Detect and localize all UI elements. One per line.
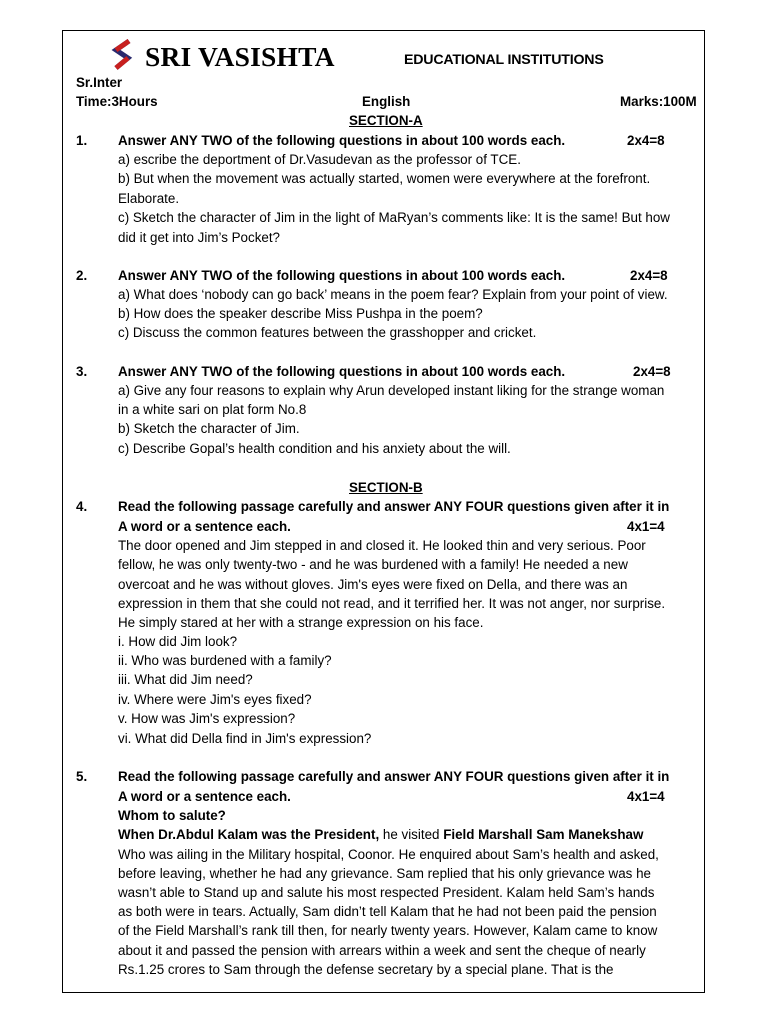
q1-option-b: b) But when the movement was actually started, women were everywhere at the forefront. [118, 171, 651, 186]
q3-option-a: a) Give any four reasons to explain why Arun developed instant liking for the strange woman [118, 383, 665, 398]
q2-option-c: c) Discuss the common features between the grasshopper and cricket. [118, 325, 537, 340]
q5-passage-line [118, 827, 643, 843]
q5-number: 5. [76, 769, 88, 784]
institution-logo-icon [107, 37, 137, 75]
q4-prompt-cont: A word or a sentence each. [118, 519, 291, 534]
q5-passage-line: of the Field Marshall’s rank till then, for nearly twenty years. However, Kalam came to know [118, 923, 658, 938]
q4-passage-line: fellow, he was only twenty-two - and he was burdened with a family! He needed a new [118, 557, 628, 572]
class-label: Sr.Inter [76, 75, 123, 90]
q5-passage-line: wasn’t able to Stand up and salute his most respected President. Kalam held Sam’s hands [118, 885, 655, 900]
q5-plain-phrase: he visited [379, 827, 444, 842]
q1-option-c-cont: did it get into Jim’s Pocket? [118, 230, 281, 245]
brand-name: SRI VASISHTA [145, 41, 335, 72]
q4-passage-line: He simply stared at her with a strange expression on his face. [118, 615, 484, 630]
q1-prompt: Answer ANY TWO of the following questions in about 100 words each. [118, 133, 566, 148]
q4-sub-question: v. How was Jim's expression? [118, 711, 296, 726]
q5-passage-line: before leaving, whether he had any grievance. Sam replied that his only grievance was he [118, 866, 651, 881]
exam-marks: Marks:100M [620, 94, 697, 109]
q4-sub-question: ii. Who was burdened with a family? [118, 653, 332, 668]
exam-subject: English [362, 94, 411, 109]
section-a-title: SECTION-A [349, 113, 423, 128]
q1-number: 1. [76, 133, 88, 148]
q5-marks: 4x1=4 [627, 789, 665, 804]
q5-passage-line: Rs.1.25 crores to Sam through the defense secretary by a special plane. That is the [118, 962, 614, 977]
q3-option-b: b) Sketch the character of Jim. [118, 421, 300, 436]
q5-prompt-cont: A word or a sentence each. [118, 789, 291, 804]
q1-option-a: a) escribe the deportment of Dr.Vasudevan as the professor of TCE. [118, 152, 521, 167]
q5-bold-phrase: Field Marshall Sam Manekshaw [443, 827, 644, 842]
exam-time: Time:3Hours [76, 94, 158, 109]
q1-option-b-cont: Elaborate. [118, 191, 180, 206]
q3-number: 3. [76, 364, 88, 379]
brand-subtitle: EDUCATIONAL INSTITUTIONS [404, 52, 604, 68]
q3-option-a-cont: in a white sari on plat form No.8 [118, 402, 307, 417]
q4-passage-line: expression in them that she could not read, and it terrified her. It was not anger, nor surprise. [118, 596, 666, 611]
q2-prompt: Answer ANY TWO of the following questions in about 100 words each. [118, 268, 566, 283]
q5-prompt: Read the following passage carefully and answer ANY FOUR questions given after it in [118, 769, 670, 784]
q4-sub-question: vi. What did Della find in Jim's expression? [118, 731, 372, 746]
q4-marks: 4x1=4 [627, 519, 665, 534]
q5-passage-line: about it and passed the pension with arrears within a week and sent the cheque of nearly [118, 943, 646, 958]
q5-bold-phrase: When Dr.Abdul Kalam was the President, [118, 827, 380, 842]
q4-passage-line: overcoat and he was without gloves. Jim's eyes were fixed on Della, and there was an [118, 577, 628, 592]
q2-option-b: b) How does the speaker describe Miss Pushpa in the poem? [118, 306, 483, 321]
q4-sub-question: iv. Where were Jim's eyes fixed? [118, 692, 312, 707]
q4-number: 4. [76, 499, 88, 514]
q4-prompt: Read the following passage carefully and answer ANY FOUR questions given after it in [118, 499, 670, 514]
q2-option-a: a) What does ‘nobody can go back’ means in the poem fear? Explain from your point of view. [118, 287, 668, 302]
q1-option-c: c) Sketch the character of Jim in the light of MaRyan’s comments like: It is the same! But how [118, 210, 670, 225]
q3-marks: 2x4=8 [633, 364, 671, 379]
q4-sub-question: iii. What did Jim need? [118, 672, 253, 687]
q5-passage-title: Whom to salute? [118, 808, 226, 823]
q5-passage-line: as both were in tears. Actually, Sam didn’t tell Kalam that he had not been paid the pension [118, 904, 657, 919]
q2-number: 2. [76, 268, 88, 283]
q3-option-c: c) Describe Gopal’s health condition and his anxiety about the will. [118, 441, 511, 456]
q4-passage-line: The door opened and Jim stepped in and closed it. He looked thin and very serious. Poor [118, 538, 646, 553]
q5-passage-line: Who was ailing in the Military hospital, Coonor. He enquired about Sam’s health and asked, [118, 847, 659, 862]
q4-sub-question: i. How did Jim look? [118, 634, 238, 649]
q2-marks: 2x4=8 [630, 268, 668, 283]
q1-marks: 2x4=8 [627, 133, 665, 148]
q3-prompt: Answer ANY TWO of the following questions in about 100 words each. [118, 364, 566, 379]
section-b-title: SECTION-B [349, 480, 423, 495]
